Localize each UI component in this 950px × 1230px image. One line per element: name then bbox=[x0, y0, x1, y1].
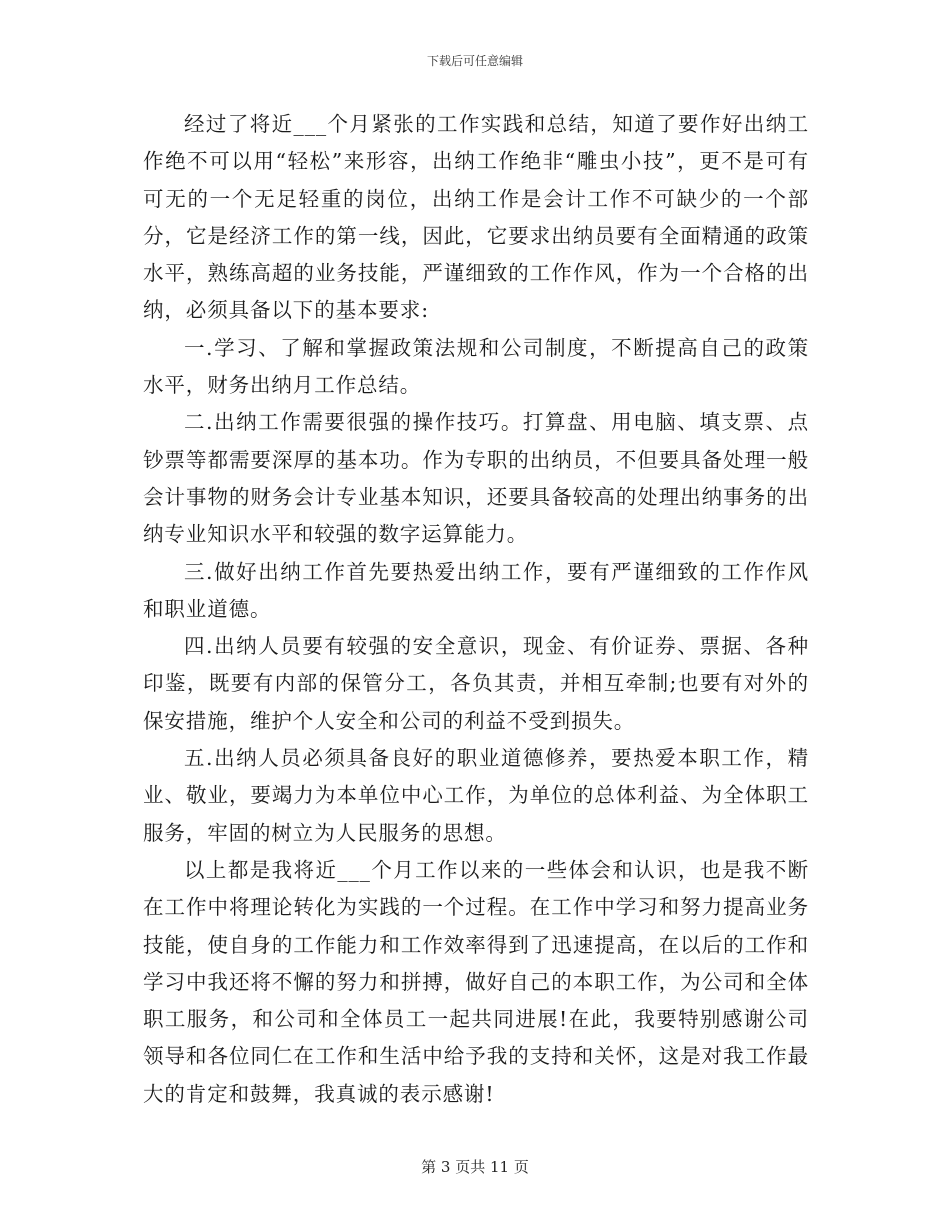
page-number: 第 3 页共 11 页 bbox=[421, 1158, 529, 1176]
page-header: 下载后可任意编辑 bbox=[426, 54, 523, 68]
paragraph-conclusion: 以上都是我将近___个月工作以来的一些体会和认识，也是我不断在工作中将理论转化为实践的一个过程。在工作中学习和努力提高业务技能，使自身的工作能力和工作效率得到了迅速提高，在以后的工作和学习中我还将不懈的努力和拼搏，做好自己的本职工作，为公司和全体职工服务，和公司和全体员工一起共同进展!在此，我要特别感谢公司领导和各位同仁在工作和生活中给予我的支持和关怀，这是对我工作最大的肯定和鼓舞，我真诚的表示感谢! bbox=[143, 857, 809, 1106]
document-body bbox=[143, 106, 809, 1113]
paragraph-item-4: 四.出纳人员要有较强的安全意识，现金、有价证券、票据、各种印鉴，既要有内部的保管分工，各负其责，并相互牵制;也要有对外的保安措施，维护个人安全和公司的利益不受到损失。 bbox=[143, 634, 809, 733]
paragraph-intro: 经过了将近___个月紧张的工作实践和总结，知道了要作好出纳工作绝不可以用“轻松”来形容，出纳工作绝非“雕虫小技”，更不是可有可无的一个无足轻重的岗位，出纳工作是会计工作不可缺少的一个部分，它是经济工作的第一线，因此，它要求出纳员要有全面精通的政策水平，熟练高超的业务技能，严谨细致的工作作风，作为一个合格的出纳，必须具备以下的基本要求: bbox=[143, 112, 809, 323]
paragraph-item-2: 二.出纳工作需要很强的操作技巧。打算盘、用电脑、填支票、点钞票等都需要深厚的基本功。作为专职的出纳员，不但要具备处理一般会计事物的财务会计专业基本知识，还要具备较高的处理出纳事务的出纳专业知识水平和较强的数字运算能力。 bbox=[143, 410, 809, 547]
paragraph-item-5: 五.出纳人员必须具备良好的职业道德修养，要热爱本职工作，精业、敬业，要竭力为本单位中心工作，为单位的总体利益、为全体职工服务，牢固的树立为人民服务的思想。 bbox=[143, 746, 809, 845]
paragraph-item-3: 三.做好出纳工作首先要热爱出纳工作，要有严谨细致的工作作风和职业道德。 bbox=[143, 559, 809, 621]
paragraph-item-1: 一.学习、了解和掌握政策法规和公司制度，不断提高自己的政策水平，财务出纳月工作总结。 bbox=[143, 335, 809, 398]
